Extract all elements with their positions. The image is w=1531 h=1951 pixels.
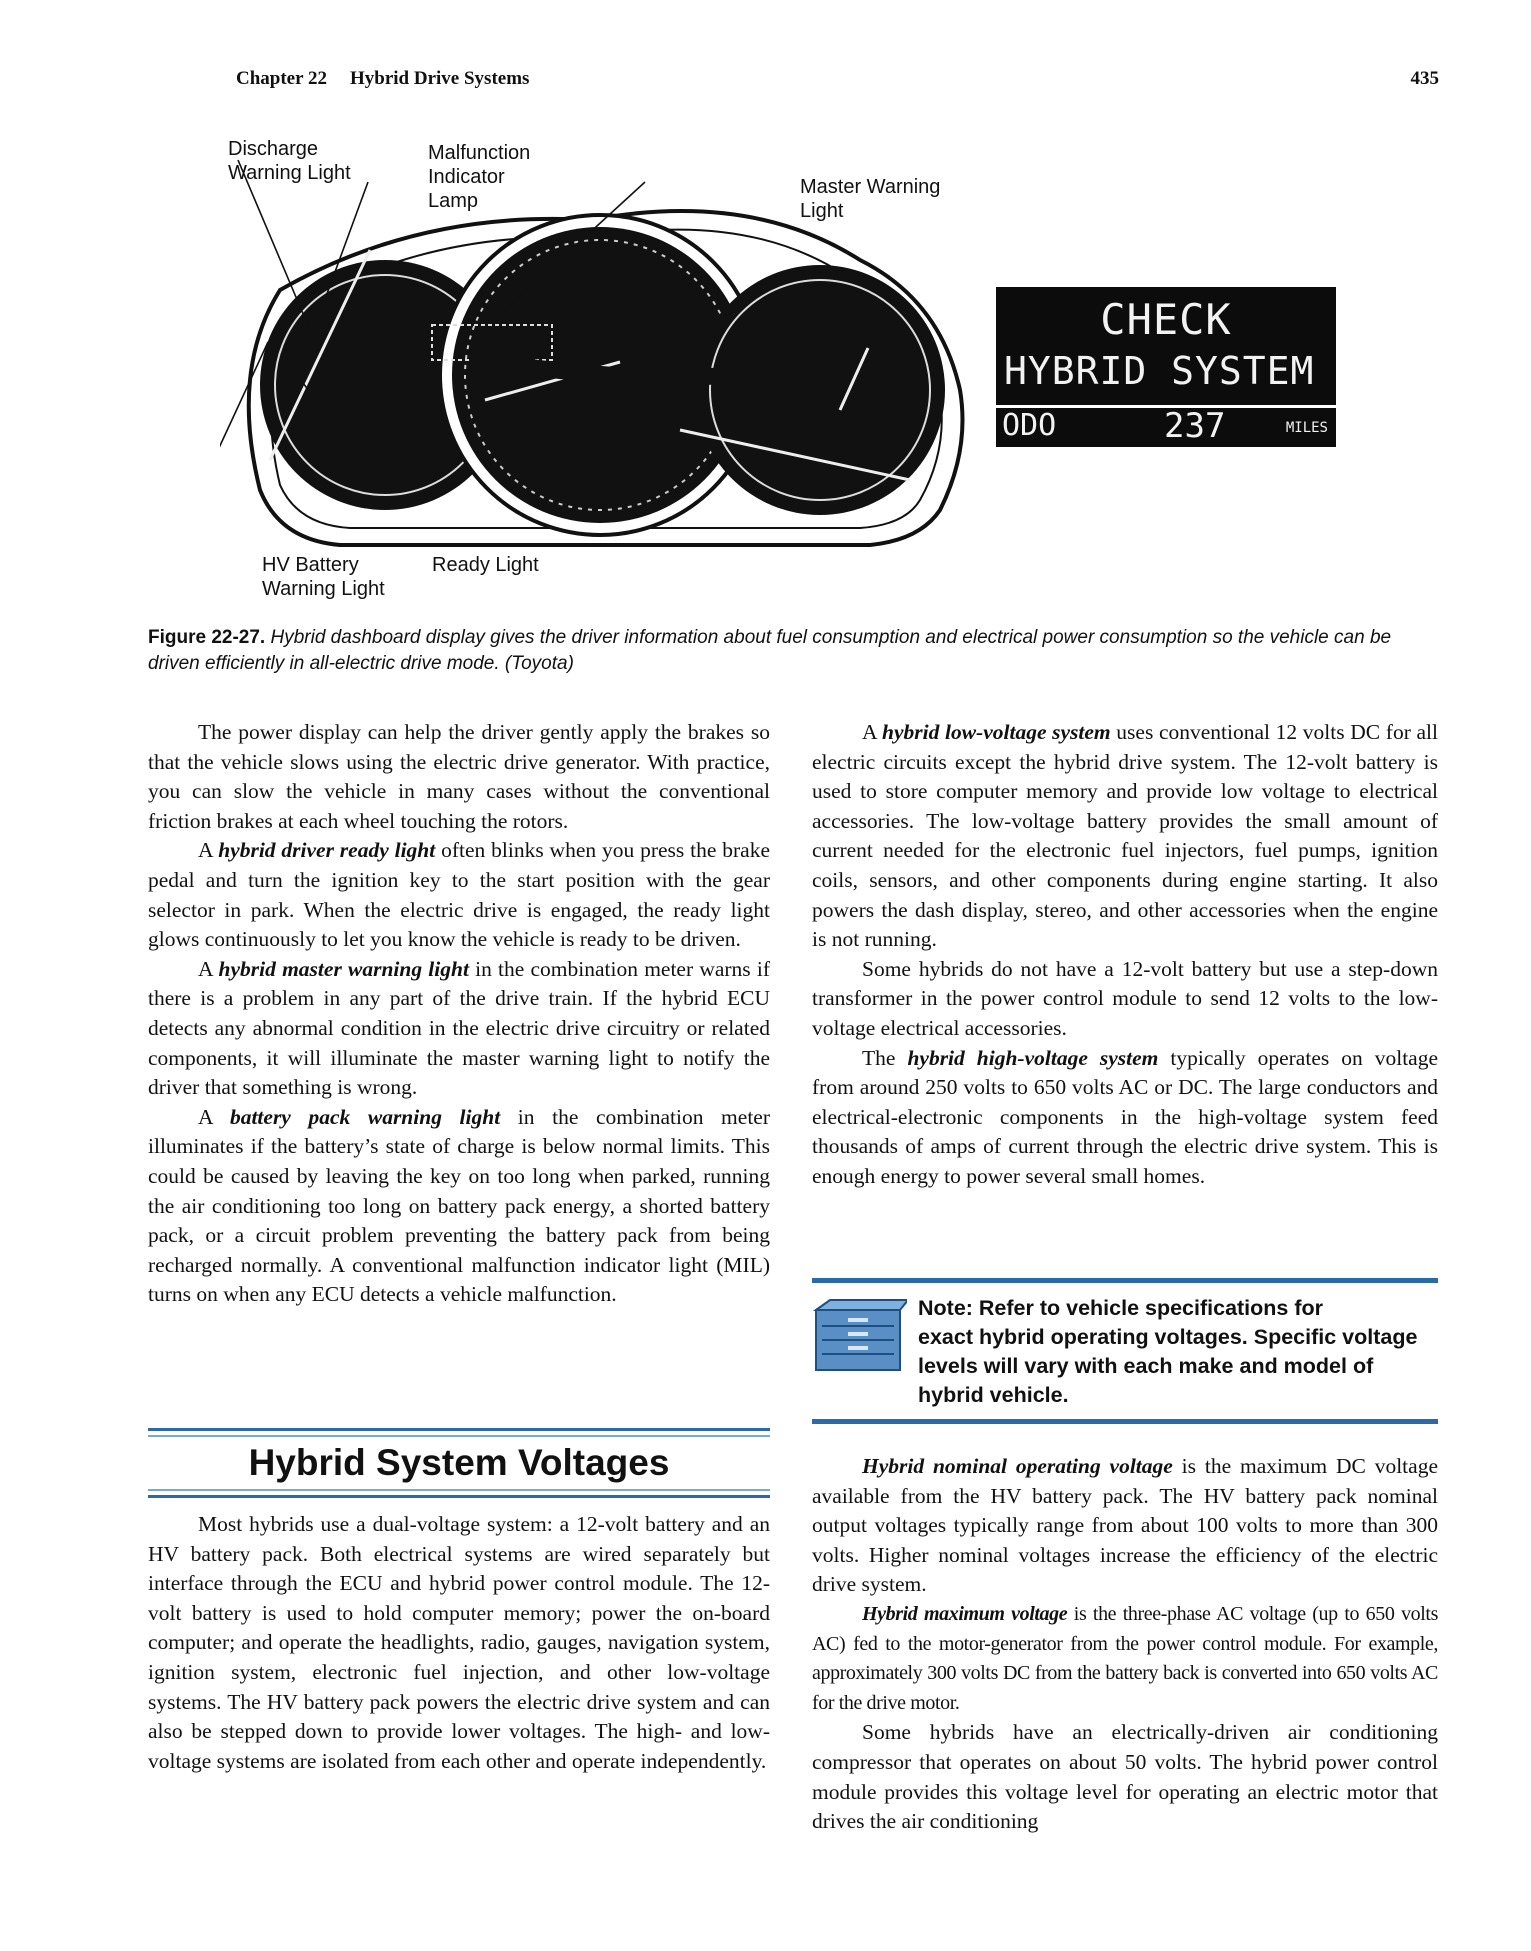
paragraph: The hybrid high-voltage system typically operates on voltage from around 250 volts to 650 volts AC or DC. The large conductors and electrical-electronic components in the high-voltage system feed thousands of amps of current through the electric drive system. This is enough energy to power several small homes. [812, 1045, 1439, 1188]
note-text [812, 1294, 1438, 1410]
term-ready-light: hybrid driver ready light [218, 838, 436, 863]
note-first-line: Note: Refer to vehicle specifications for [918, 1296, 1324, 1320]
chapter-title: Hybrid Drive Systems [350, 68, 530, 89]
figure-caption-text: Hybrid dashboard display gives the driver information about fuel consumption and electrical power consumption so the vehicle can be driven efficiently in all-electric drive mode. (Toyota) [148, 627, 1392, 674]
term-master-warning-light: hybrid master warning light [218, 956, 469, 981]
ready-light-label: Ready Light [432, 554, 539, 576]
chapter-label: Chapter 22 [236, 68, 327, 89]
right-column-continued [812, 1452, 1438, 1837]
section-rule-top [148, 1428, 770, 1437]
discharge-warning-label: Discharge Warning Light [228, 138, 351, 184]
odometer-value: 237 [1164, 406, 1226, 446]
section-body [148, 1510, 770, 1776]
section-rule-bottom [148, 1489, 770, 1498]
paragraph: Most hybrids use a dual-voltage system: a 12-volt battery and an HV battery pack. Both electrical systems are wired separately but interface through the ECU and hybrid power control module. The 12-volt battery is used to hold computer memory; power the on-board computer; and operate the headlights, radio, gauges, navigation system, ignition system, electronic fuel injection, and other low-voltage systems. The HV battery pack powers the electric drive system and can also be stepped down to provide lower voltages. The high- and low-voltage systems are isolated from each other and operate independently. [148, 1512, 770, 1773]
note-rule-bottom [812, 1419, 1438, 1424]
dashboard-figure [220, 130, 1360, 610]
odometer-unit: MILES [1285, 420, 1328, 436]
paragraph: Some hybrids do not have a 12-volt battery but use a step-down transformer in the power control module to send 12 volts to the low-voltage electrical accessories. [812, 956, 1438, 1040]
section-heading-block [148, 1428, 770, 1498]
odometer-label: ODO [1002, 408, 1057, 443]
term-low-voltage-system: hybrid low-voltage system [882, 720, 1111, 744]
master-warning-label: Master Warning Light [800, 176, 941, 222]
note-rest: exact hybrid operating voltages. Specific voltage levels will vary with each make and model of hybrid vehicle. [918, 1325, 1418, 1407]
paragraph: Hybrid maximum voltage is the three-phase AC voltage (up to 650 volts AC) fed to the motor-generator from the power control module. For example, approximately 300 volts DC from the battery back is converted into 650 volts AC for the drive motor. [812, 1602, 1438, 1714]
paragraph: The power display can help the driver gently apply the brakes so that the vehicle slows using the electric drive generator. With practice, you can slow the vehicle in many cases without the conventional friction brakes at each wheel touching the rotors. [148, 720, 770, 833]
note-rule-top [812, 1278, 1438, 1283]
check-hybrid-display [996, 287, 1336, 447]
note-box [812, 1278, 1438, 1424]
term-high-voltage-system: hybrid high-voltage system [907, 1045, 1159, 1070]
paragraph: A battery pack warning light in the combination meter illuminates if the battery’s state of charge is below normal limits. This could be caused by leaving the key on too long when parked, running the air conditioning too long on battery pack energy, a shorted battery pack, or a circuit problem preventing the battery pack from being recharged normally. A conventional malfunction indicator light (MIL) turns on when any ECU detects a vehicle malfunction. [148, 1104, 771, 1307]
display-line-hybrid-system: HYBRID SYSTEM [1004, 349, 1315, 393]
figure-number: Figure 22-27. [148, 627, 266, 648]
paragraph: A hybrid driver ready light often blinks when you press the brake pedal and turn the ignition key to the start position with the gear selector in park. When the electric drive is engaged, the ready light glows continuously to let you know the vehicle is ready to be driven. [148, 838, 771, 952]
paragraph: Hybrid nominal operating voltage is the maximum DC voltage available from the HV battery pack. The HV battery pack nominal output voltages typically range from about 100 volts to more than 300 volts. Higher nominal voltages increase the efficiency of the electric drive system. [812, 1454, 1438, 1597]
paragraph: Some hybrids have an electrically-driven air conditioning compressor that operates on about 50 volts. The hybrid power control module provides this voltage level for operating an electric motor that drives the air conditioning [812, 1720, 1438, 1834]
page-number: 435 [1410, 68, 1439, 89]
display-line-check: CHECK [1100, 295, 1232, 344]
figure-caption [148, 625, 1438, 677]
term-battery-pack-warning-light: battery pack warning light [229, 1104, 501, 1129]
section-heading: Hybrid System Voltages [248, 1442, 670, 1483]
paragraph: A hybrid low-voltage system uses conventional 12 volts DC for all electric circuits except the hybrid drive system. The 12-volt battery is used to store computer memory and provide low voltage to electrical accessories. The low-voltage battery provides the small amount of current needed for the electronic fuel injectors, fuel pumps, ignition coils, sensors, and other components during engine starting. It also powers the dash display, stereo, and other accessories when the engine is not running. [812, 720, 1438, 952]
paragraph: A hybrid master warning light in the combination meter warns if there is a problem in any part of the drive train. If the hybrid ECU detects any abnormal condition in the electric drive circuitry or related components, it will illuminate the master warning light to notify the driver that something is wrong. [148, 956, 771, 1100]
term-nominal-voltage: Hybrid nominal operating voltage [862, 1454, 1173, 1478]
left-column [148, 718, 770, 1310]
odometer-row [996, 405, 1336, 446]
hv-battery-warning-label: HV Battery Warning Light [262, 554, 385, 600]
mil-label: Malfunction Indicator Lamp [428, 142, 531, 212]
term-maximum-voltage: Hybrid maximum voltage [862, 1602, 1068, 1625]
right-column [812, 718, 1438, 1192]
